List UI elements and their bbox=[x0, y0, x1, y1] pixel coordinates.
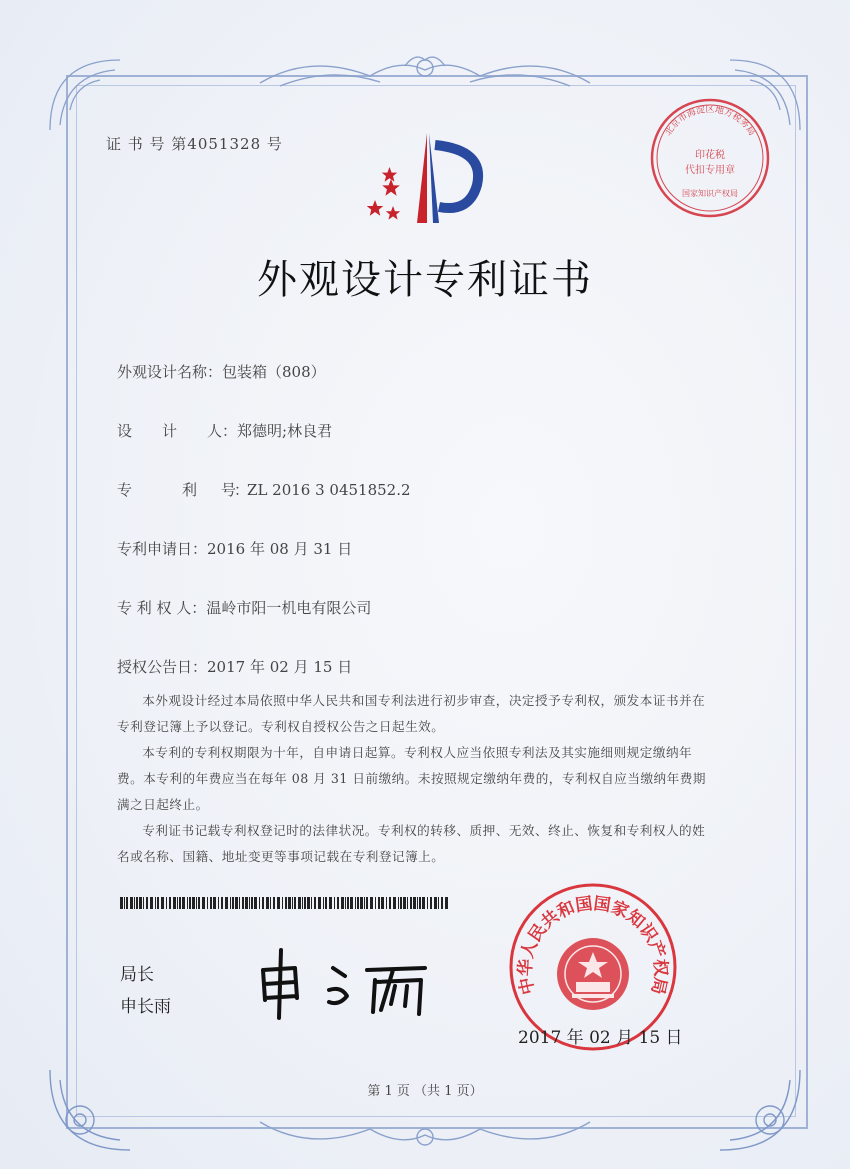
corner-ornament-tl bbox=[40, 50, 130, 140]
field-label: 外观设计名称： bbox=[117, 363, 223, 381]
cnipa-logo bbox=[365, 125, 495, 230]
svg-text:北京市海淀区地方税务局 bbox=[662, 103, 758, 138]
field-grant-date bbox=[117, 656, 352, 677]
field-design-name bbox=[117, 361, 326, 382]
field-label: 专 利 权 人： bbox=[117, 599, 207, 617]
seal-date: 2017 年 02 月 15 日 bbox=[518, 1028, 683, 1048]
body-paragraph-3: 专利证书记载专利权登记时的法律状况。专利权的转移、质押、无效、终止、恢复和专利权人的姓名或名称、国籍、地址变更等事项记载在专利登记簿上。 bbox=[117, 823, 706, 864]
certificate-number: 证 书 号 第4051328 号 bbox=[106, 135, 283, 153]
bottom-ornament bbox=[250, 1112, 600, 1157]
field-value: 包装箱（808） bbox=[222, 363, 326, 381]
field-value: 温岭市阳一机电有限公司 bbox=[206, 599, 372, 617]
director-name: 申长雨 bbox=[120, 997, 171, 1017]
field-label: 设 计 人： bbox=[117, 422, 238, 440]
body-paragraph-1: 本外观设计经过本局依照中华人民共和国专利法进行初步审查，决定授予专利权，颁发本证书并在专利登记簿上予以登记。专利权自授权公告之日起生效。 bbox=[117, 693, 706, 734]
field-label: 授权公告日： bbox=[117, 658, 208, 676]
field-patentee bbox=[117, 597, 371, 618]
field-value: ZL 2016 3 0451852.2 bbox=[247, 481, 411, 499]
barcode bbox=[120, 897, 450, 909]
tax-stamp bbox=[648, 96, 772, 220]
field-value: 郑德明;林良君 bbox=[237, 422, 333, 440]
tax-stamp-bottom: 国家知识产权局 bbox=[682, 189, 738, 198]
field-value: 2017 年 02 月 15 日 bbox=[207, 658, 353, 676]
field-patent-number bbox=[117, 479, 411, 500]
tax-stamp-line-1: 印花税 bbox=[695, 150, 725, 161]
field-application-date bbox=[117, 538, 352, 559]
corner-ornament-bl bbox=[40, 1060, 140, 1160]
tax-stamp-arc-text: 北京市海淀区地方税务局 bbox=[663, 105, 757, 138]
field-designer bbox=[117, 420, 332, 441]
director-signature bbox=[255, 940, 435, 1025]
corner-ornament-br bbox=[710, 1060, 810, 1160]
page-title: 外观设计专利证书 bbox=[257, 257, 593, 303]
page-number: 第 1 页 （共 1 页） bbox=[367, 1084, 483, 1099]
seal-text: 中华人民共和国国家知识产权局 bbox=[515, 893, 671, 997]
top-ornament bbox=[250, 48, 600, 93]
tax-stamp-line-2: 代扣专用章 bbox=[685, 165, 735, 176]
field-label: 专 利 号： bbox=[117, 481, 248, 499]
field-label: 专利申请日： bbox=[117, 540, 208, 558]
body-paragraph-2: 本专利的专利权期限为十年，自申请日起算。专利权人应当依照专利法及其实施细则规定缴纳年费。本专利的年费应当在每年 08 月 31 日前缴纳。未按照规定缴纳年费的，专利权自应当缴纳年费期满之日起终止。 bbox=[117, 745, 706, 812]
director-title: 局长 bbox=[120, 965, 154, 985]
field-value: 2016 年 08 月 31 日 bbox=[207, 540, 353, 558]
